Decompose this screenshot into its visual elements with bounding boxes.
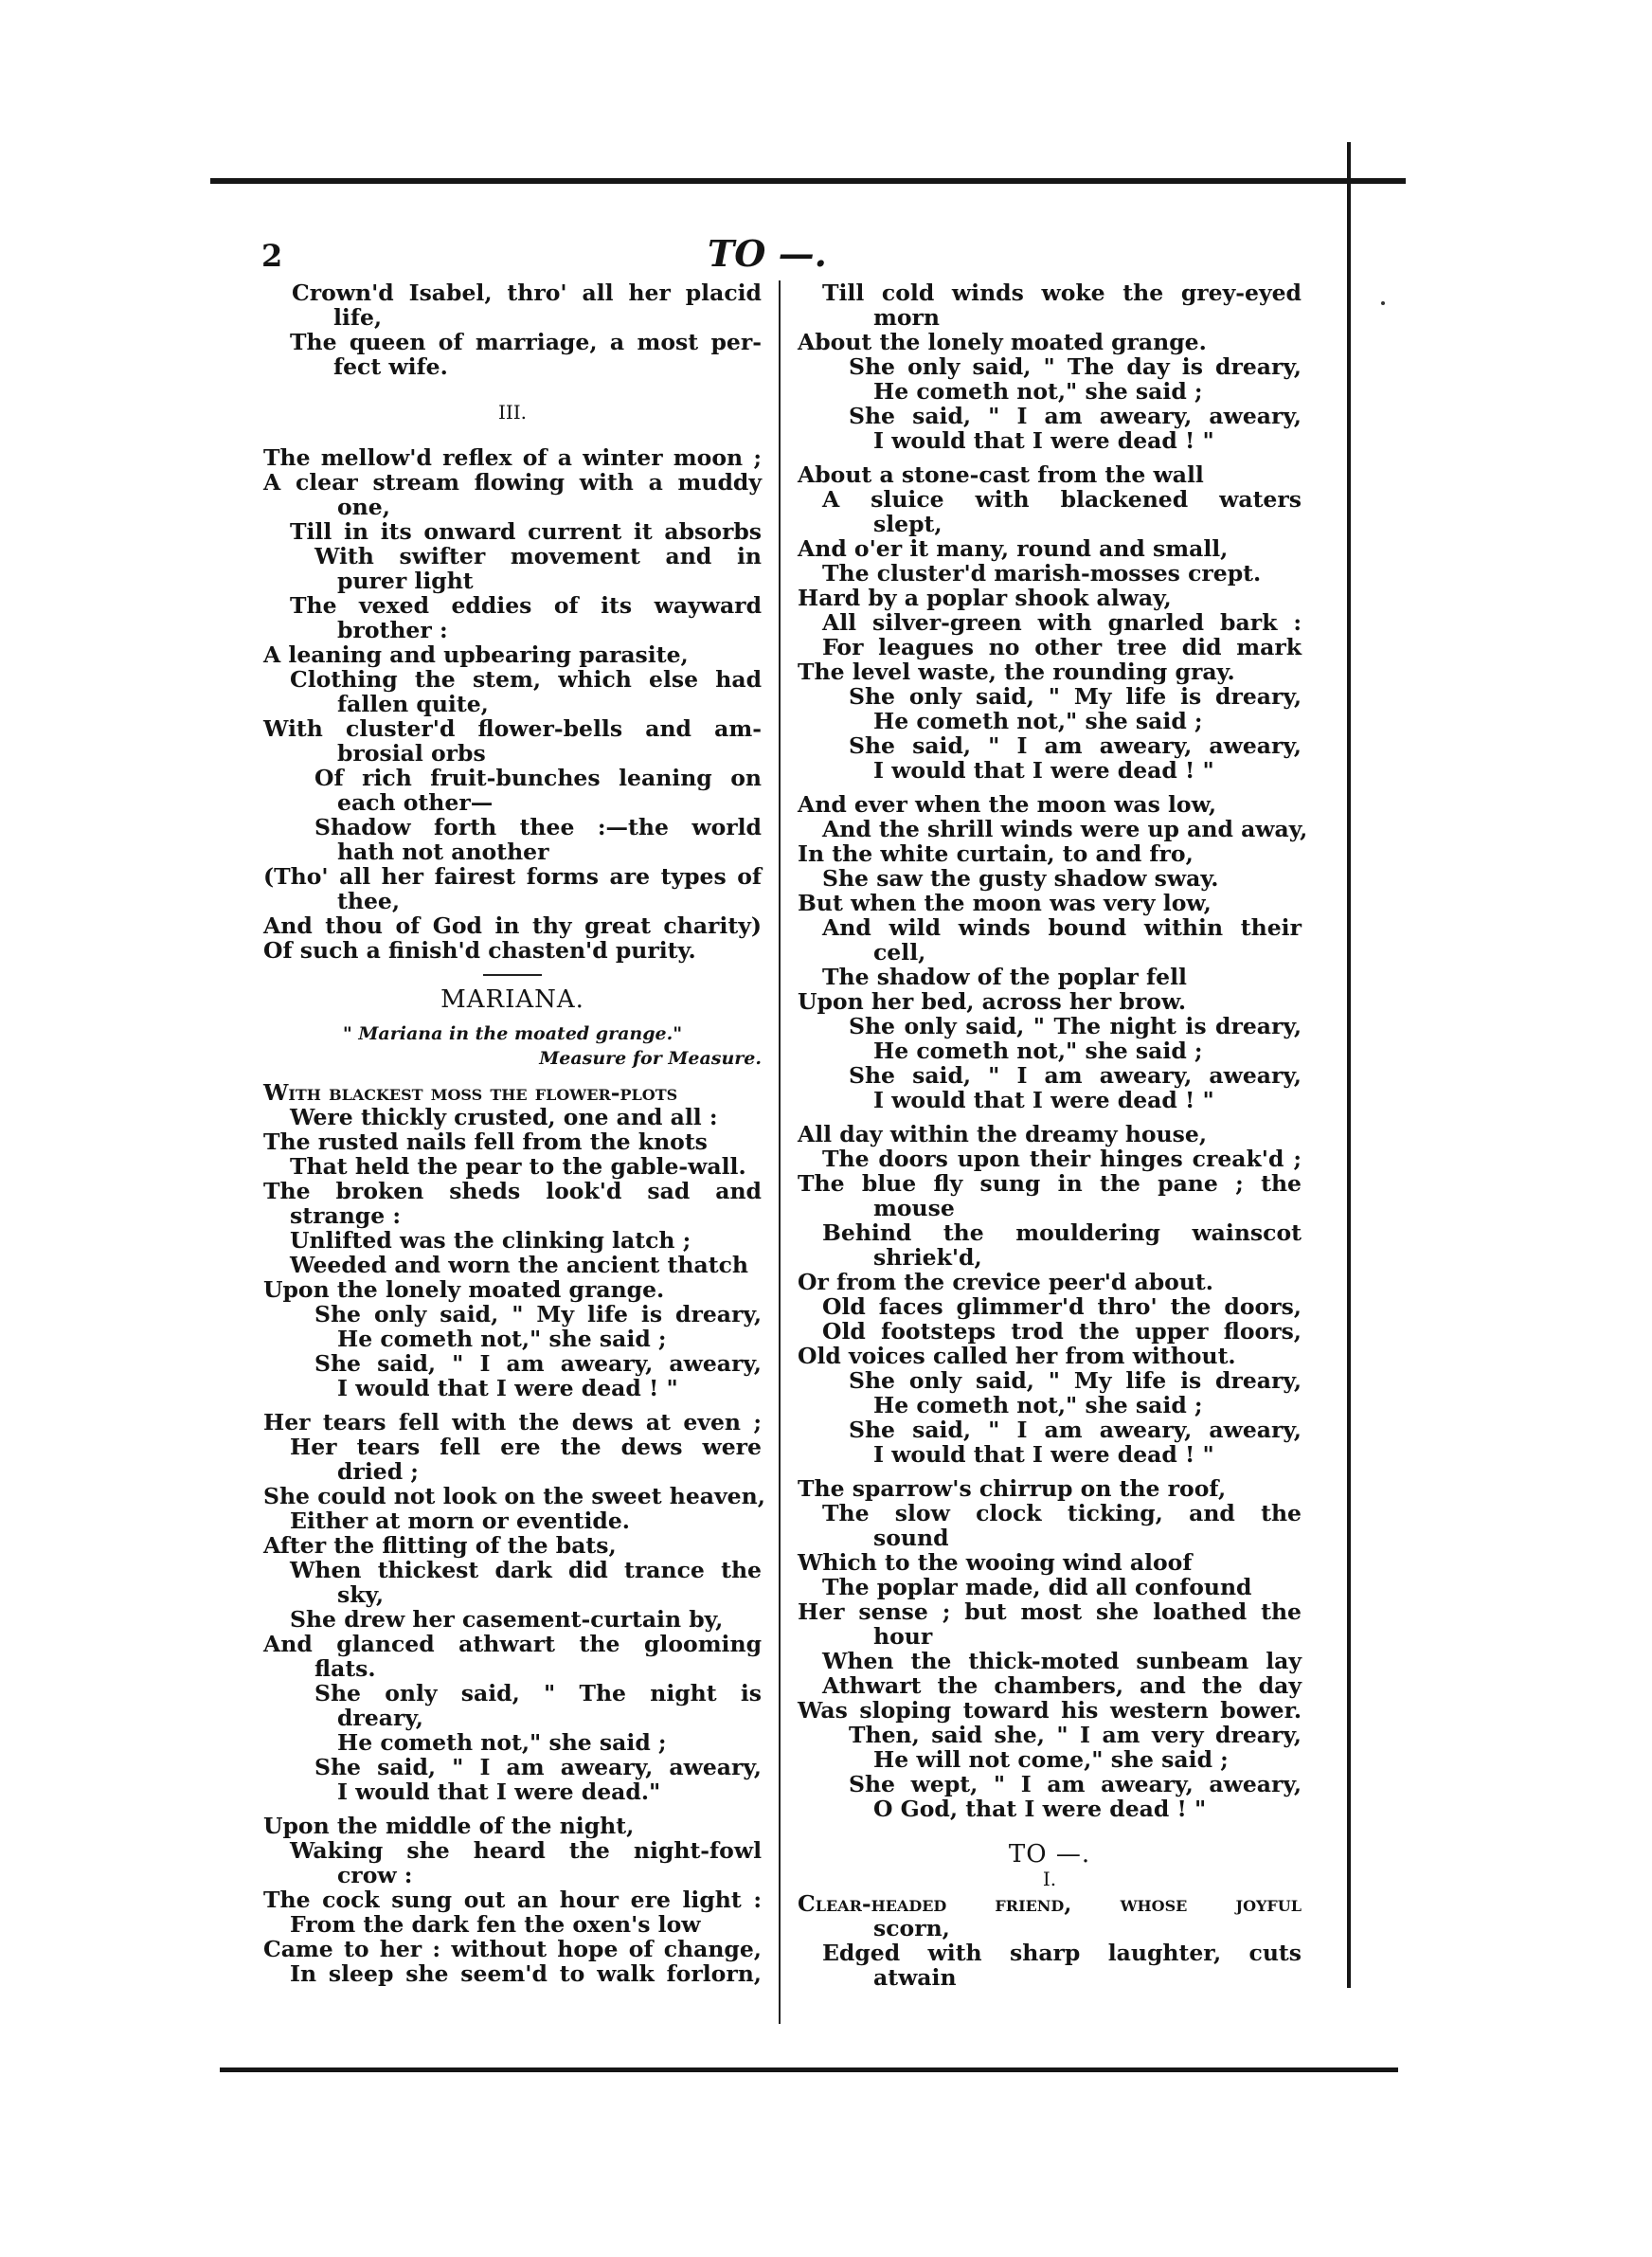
verse-line: Edged with sharp laughter, cuts [822,1940,1302,1966]
page-number: 2 [261,238,283,274]
verse-line: Weeded and worn the ancient thatch [290,1252,748,1278]
refrain-line: She only said, " The day is dreary, [849,353,1302,380]
verse-line: The poplar made, did all confound [822,1574,1252,1600]
verse-line: She drew her casement-curtain by, [290,1606,724,1633]
refrain-line: She only said, " The night is [314,1680,762,1706]
verse-line: All day within the dreamy house, [798,1121,1208,1147]
refrain-line: Then, said she, " I am very dreary, [849,1722,1302,1748]
refrain-line: She wept, " I am aweary, aweary, [849,1771,1302,1797]
verse-line: Clear-headed friend, whose joyful [798,1890,1302,1917]
verse-line: Upon the middle of the night, [263,1813,635,1839]
verse-line: In the white curtain, to and fro, [798,840,1194,867]
speck [1381,301,1385,305]
verse-line: Either at morn or eventide. [290,1508,630,1534]
verse-line: one, [337,494,390,520]
refrain-line: dreary, [337,1705,423,1731]
refrain-line: He will not come," she said ; [873,1746,1229,1773]
verse-line: She saw the gusty shadow sway. [822,865,1219,892]
verse-line: sky, [337,1581,385,1608]
verse-line: sound [873,1525,949,1551]
verse-line: From the dark fen the oxen's low [290,1911,701,1938]
verse-line: mouse [873,1195,955,1221]
verse-line: The rusted nails fell from the knots [263,1128,708,1155]
verse-line: brother : [337,617,448,643]
verse-line: Athwart the chambers, and the day [822,1672,1302,1699]
verse-line: fallen quite, [337,691,489,717]
verse-line: With swifter movement and in [314,543,762,569]
top-rule [210,178,1406,184]
verse-line: Her sense ; but most she loathed the [798,1598,1302,1625]
verse-line: With cluster'd flower-bells and am- [263,715,762,742]
refrain-line: She said, " I am aweary, aweary, [314,1754,762,1780]
verse-line: And glanced athwart the glooming [263,1631,762,1657]
verse-line: Upon the lonely moated grange. [263,1276,665,1303]
verse-line: hath not another [337,839,549,865]
verse-line: The slow clock ticking, and the [822,1500,1302,1526]
verse-line: Clothing the stem, which else had [290,666,762,693]
verse-line: After the flitting of the bats, [263,1532,617,1559]
verse-line: About the lonely moated grange. [798,329,1207,355]
section-numeral: I. [1042,1868,1057,1890]
verse-line: Came to her : without hope of change, [263,1936,762,1962]
refrain-line: She only said, " My life is dreary, [314,1301,762,1327]
refrain-line: She said, " I am aweary, aweary, [849,403,1302,429]
verse-line: each other— [337,789,494,816]
verse-line: Was sloping toward his western bower. [798,1697,1302,1724]
verse-line: For leagues no other tree did mark [822,634,1302,660]
refrain-line: I would that I were dead ! " [873,1441,1214,1468]
verse-line: Shadow forth thee :—the world [314,814,762,840]
verse-line: life, [333,304,383,331]
verse-line: And wild winds bound within their [822,914,1302,941]
verse-line: The blue fly sung in the pane ; the [798,1170,1302,1197]
refrain-line: I would that I were dead ! " [873,427,1214,454]
verse-line: And thou of God in thy great charity) [263,912,762,939]
verse-line: Or from the crevice peer'd about. [798,1269,1213,1295]
verse-line: thee, [337,888,401,914]
verse-line: The broken sheds look'd sad and [263,1178,762,1204]
refrain-line: She only said, " My life is dreary, [849,683,1302,710]
poem-title: TO —. [1008,1840,1091,1869]
verse-line: A clear stream flowing with a muddy [263,469,762,496]
left-column [263,280,765,1987]
verse-line: The mellow'd reflex of a winter moon ; [263,444,762,471]
verse-line: (Tho' all her fairest forms are types of [263,863,762,890]
verse-line: About a stone-cast from the wall [798,461,1204,488]
verse-line: Waking she heard the night-fowl [290,1837,762,1864]
refrain-line: She said, " I am aweary, aweary, [849,732,1302,759]
running-head: TO —. [708,232,827,275]
verse-line: The sparrow's chirrup on the roof, [798,1475,1227,1502]
verse-line: Which to the wooing wind aloof [798,1549,1193,1576]
right-column [798,280,1308,1991]
verse-line: morn [873,304,941,331]
verse-line: shriek'd, [873,1244,982,1271]
verse-line: When thickest dark did trance the [290,1557,762,1583]
verse-line: And ever when the moon was low, [798,791,1217,818]
refrain-line: She said, " I am aweary, aweary, [849,1062,1302,1089]
verse-line: The shadow of the poplar fell [822,964,1187,990]
verse-line: purer light [337,568,474,594]
verse-line: dried ; [337,1458,419,1485]
verse-line: Were thickly crusted, one and all : [290,1104,718,1130]
refrain-line: She said, " I am aweary, aweary, [314,1350,762,1377]
refrain-line: He cometh not," she said ; [873,708,1203,734]
verse-line: And the shrill winds were up and away, [822,816,1308,842]
verse-line: A sluice with blackened waters [822,486,1302,513]
verse-line: Old faces glimmer'd thro' the doors, [822,1293,1302,1320]
verse-line: And o'er it many, round and small, [798,535,1229,562]
verse-line: Till in its onward current it absorbs [290,518,762,545]
refrain-line: I would that I were dead." [337,1779,661,1805]
verse-line: slept, [873,511,943,537]
refrain-line: He cometh not," she said ; [873,1038,1203,1064]
refrain-line: He cometh not," she said ; [337,1729,667,1756]
refrain-line: She only said, " The night is dreary, [849,1013,1302,1039]
verse-line: atwain [873,1964,957,1991]
verse-line: flats. [314,1655,376,1682]
verse-line: That held the pear to the gable-wall. [290,1153,746,1180]
refrain-line: I would that I were dead ! " [873,1087,1214,1113]
verse-line: crow : [337,1862,413,1888]
verse-line: Hard by a poplar shook alway, [798,585,1172,611]
refrain-line: He cometh not," she said ; [873,1392,1203,1418]
verse-line: Of such a finish'd chasten'd purity. [263,937,696,964]
epigraph-source: Measure for Measure. [539,1048,762,1069]
verse-line: She could not look on the sweet heaven, [263,1483,765,1509]
verse-line: hour [873,1623,933,1650]
verse-line: A leaning and upbearing parasite, [263,641,689,668]
verse-line: Crown'd Isabel, thro' all her placid [292,280,762,306]
verse-line: When the thick-moted sunbeam lay [822,1648,1302,1674]
refrain-line: I would that I were dead ! " [337,1375,678,1401]
verse-line: strange : [290,1202,402,1229]
verse-line: With blackest moss the flower-plots [263,1079,678,1106]
verse-line: scorn, [873,1915,950,1941]
verse-line: The vexed eddies of its wayward [290,592,762,619]
refrain-line: He cometh not," she said ; [337,1326,667,1352]
verse-line: The queen of marriage, a most per- [290,329,762,355]
verse-line: Upon her bed, across her brow. [798,988,1187,1015]
refrain-line: O God, that I were dead ! " [873,1796,1207,1822]
verse-line: The doors upon their hinges creak'd ; [822,1146,1302,1172]
verse-line: The level waste, the rounding gray. [798,659,1235,685]
verse-line: Of rich fruit-bunches leaning on [314,765,762,791]
verse-line: Old footsteps trod the upper floors, [822,1318,1302,1345]
verse-line: All silver-green with gnarled bark : [822,609,1302,636]
verse-line: The cluster'd marish-mosses crept. [822,560,1262,587]
verse-line: Till cold winds woke the grey-eyed [822,280,1302,306]
verse-line: cell, [873,939,926,966]
bottom-rule [220,2067,1398,2072]
section-numeral: III. [497,401,528,424]
refrain-line: He cometh not," she said ; [873,378,1203,405]
verse-line: Behind the mouldering wainscot [822,1219,1302,1246]
verse-line: Old voices called her from without. [798,1343,1236,1369]
verse-line: brosial orbs [337,740,486,767]
refrain-line: She said, " I am aweary, aweary, [849,1417,1302,1443]
verse-line: The cock sung out an hour ere light : [263,1887,762,1913]
right-margin-rule [1347,142,1351,1988]
verse-line: In sleep she seem'd to walk forlorn, [290,1960,762,1987]
poem-title: MARIANA. [440,985,584,1014]
column-divider [779,280,781,2024]
verse-line: Her tears fell with the dews at even ; [263,1409,762,1435]
refrain-line: She only said, " My life is dreary, [849,1367,1302,1394]
epigraph: " Mariana in the moated grange." [342,1023,683,1044]
refrain-line: I would that I were dead ! " [873,757,1214,784]
verse-line: fect wife. [333,353,448,380]
verse-line: But when the moon was very low, [798,890,1212,916]
verse-line: Her tears fell ere the dews were [290,1434,762,1460]
verse-line: Unlifted was the clinking latch ; [290,1227,691,1254]
